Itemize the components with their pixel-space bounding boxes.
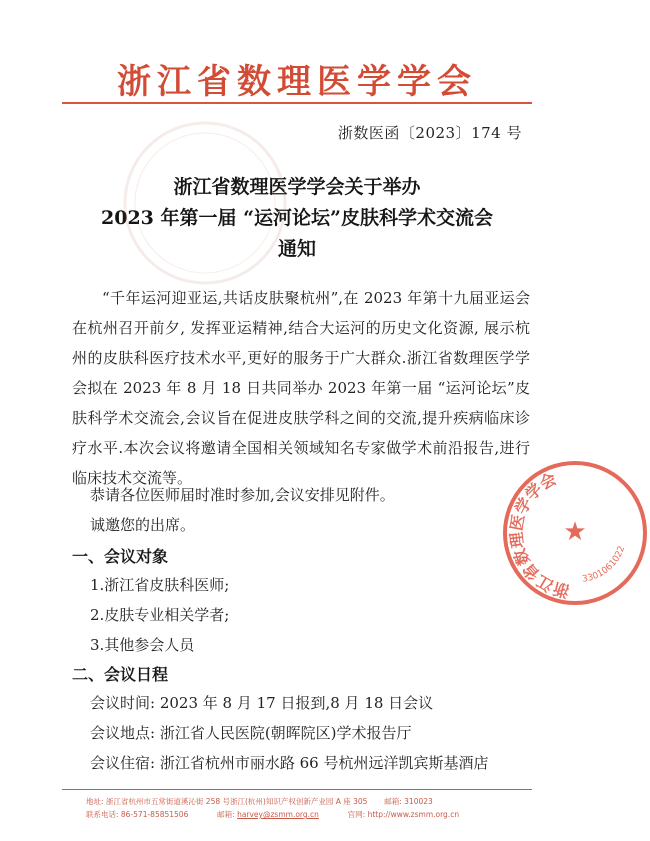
footer-rule xyxy=(62,789,532,790)
title-line-2: 2023 年第一届 “运河论坛”皮肤科学术交流会 xyxy=(101,207,493,229)
seal-star-icon: ★ xyxy=(563,517,587,547)
letterhead-rule xyxy=(62,102,532,104)
footer-postcode: 邮箱: 310023 xyxy=(384,797,433,806)
attendee-item-2: 2.皮肤专业相关学者; xyxy=(90,606,230,624)
title-line-3: 通知 xyxy=(277,238,316,260)
footer-email-label: 邮箱: xyxy=(217,810,235,819)
meeting-time: 会议时间: 2023 年 8 月 17 日报到,8 月 18 日会议 xyxy=(90,694,434,712)
footer-contact-line xyxy=(86,809,459,820)
notice-title xyxy=(40,172,554,265)
attendee-item-3: 3.其他参会人员 xyxy=(90,636,195,654)
title-line-1: 浙江省数理医学学会关于举办 xyxy=(173,176,421,198)
attendee-item-1: 1.浙江省皮肤科医师; xyxy=(90,576,230,594)
footer-website-label: 官网: xyxy=(347,810,366,819)
body-paragraph-3: 诚邀您的出席。 xyxy=(90,516,196,534)
body-paragraph-1: “千年运河迎亚运,共话皮肤聚杭州”,在 2023 年第十九届亚运会在杭州召开前夕, 发挥亚运精神,结合大运河的历史文化资源, 展示杭州的皮肤科医疗技术水平,更好的服务于广大群众.浙江省数理医学学会拟在 2023 年 8 月 18 日共同举办 2023 年第一届 “运河论坛”皮肤科学术交流会,会议旨在促进皮肤学科之间的交流,提升疾病临床诊疗水平.本次会议将邀请全国相关领域知名专家做学术前沿报告,进行临床技术交流等。 xyxy=(72,289,530,487)
letterhead-title: 浙江省数理医学学会 xyxy=(117,62,477,102)
meeting-venue: 会议地点: 浙江省人民医院(朝晖院区)学术报告厅 xyxy=(90,724,412,742)
footer-phone: 联系电话: 86-571-85851506 xyxy=(86,810,189,819)
footer-address: 地址: 浙江省杭州市五常街道溪沁街 258 号浙江(杭州)知识产权创新产业园 A 座 305 xyxy=(86,797,368,806)
seal-code-text: 3301061022 xyxy=(581,544,628,585)
meeting-hotel: 会议住宿: 浙江省杭州市丽水路 66 号杭州远洋凯宾斯基酒店 xyxy=(90,754,489,772)
svg-text:3301061022 xyxy=(579,538,627,594)
footer-website-link[interactable]: http://www.zsmm.org.cn xyxy=(367,810,460,819)
section-heading-attendees: 一、会议对象 xyxy=(72,547,169,566)
body-paragraph-2: 恭请各位医师届时准时参加,会议安排见附件。 xyxy=(90,486,395,504)
footer-address-line xyxy=(86,796,433,807)
section-heading-schedule: 二、会议日程 xyxy=(72,665,169,684)
document-number: 浙数医函〔2023〕174 号 xyxy=(337,124,522,142)
footer-email-link[interactable]: harvey@zsmm.org.cn xyxy=(237,810,319,819)
seal-org-text: 浙江省数理医学学会 xyxy=(506,469,572,601)
